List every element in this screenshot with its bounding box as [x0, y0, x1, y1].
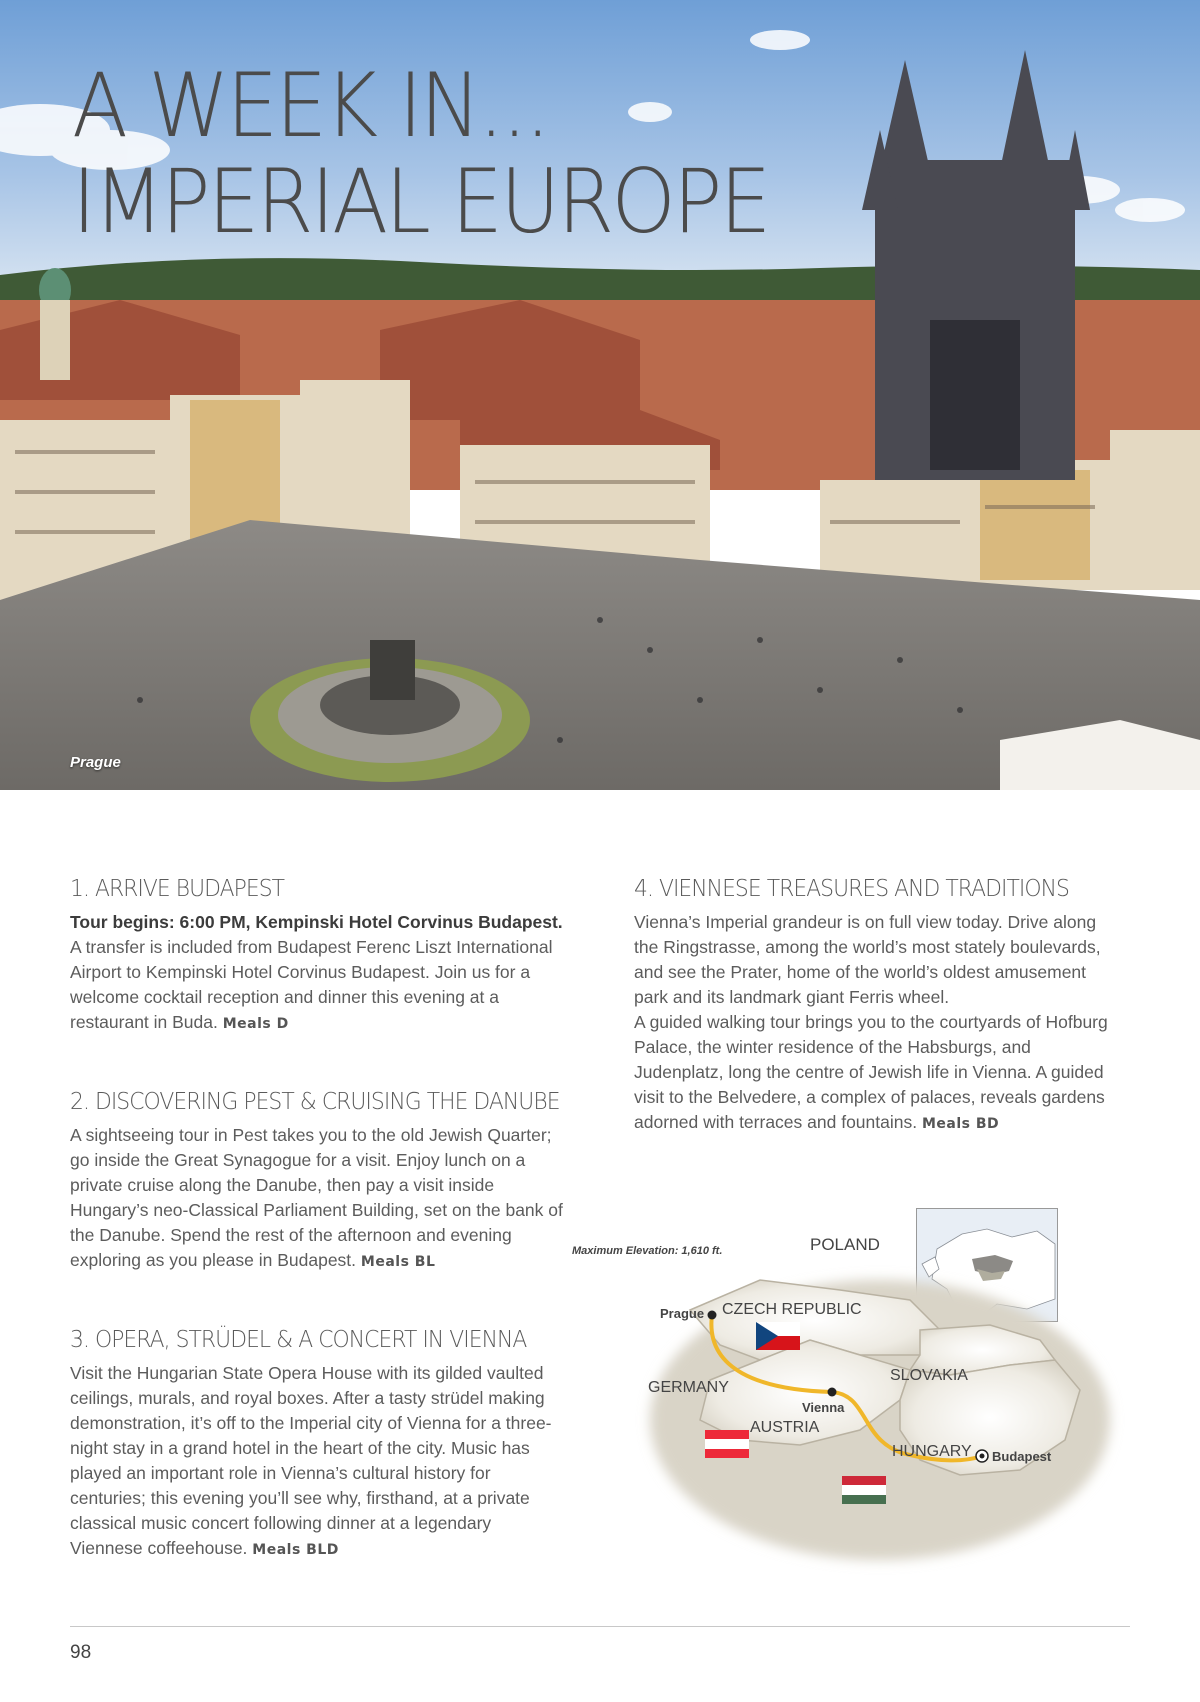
day-2-body: A sightseeing tour in Pest takes you to the old Jewish Quarter; go inside the Great Synagogue for a visit. Enjoy lunch on a private cruise along the Danube, then pay a visit inside Hungary’s neo-Classical Parliament Building, set on the bank of the Danube. Spend the rest of the afternoon and evening exploring as you please in Budapest. [70, 1125, 563, 1270]
day-3-text [70, 1361, 565, 1563]
day-1 [70, 876, 565, 1037]
day-4 [634, 876, 1124, 1137]
day-4-body: Vienna’s Imperial grandeur is on full view today. Drive along the Ringstrasse, among the world’s most stately boulevards, and see the Prater, home of the world’s oldest amusement park and its landmark giant Ferris wheel. [634, 912, 1101, 1007]
city-label-budapest: Budapest [992, 1449, 1052, 1464]
budapest-marker [976, 1450, 988, 1462]
label-germany: GERMANY [648, 1379, 729, 1396]
vienna-marker [828, 1388, 837, 1397]
prague-marker [708, 1311, 717, 1320]
day-1-meals: Meals D [222, 1016, 289, 1032]
day-4-heading: 4. VIENNESE TREASURES AND TRADITIONS [634, 876, 1069, 902]
czech-flag-icon [756, 1322, 800, 1350]
footer-rule [70, 1626, 1130, 1627]
day-2-meals: Meals BL [360, 1254, 436, 1270]
day-3 [70, 1327, 565, 1563]
label-poland: POLAND [810, 1235, 880, 1254]
day-4-body-2: A guided walking tour brings you to the courtyards of Hofburg Palace, the winter residence of the Habsburgs, and Judenplatz, long the centre of Jewish life in Vienna. A guided visit to the Belvedere, a complex of palaces, reveals gardens adorned with terraces and fountains. [634, 1012, 1108, 1132]
day-4-meals: Meals BD [921, 1116, 1000, 1132]
day-1-body: A transfer is included from Budapest Ferenc Liszt International Airport to Kempinski Hotel Corvinus Budapest. Join us for a welcome cocktail reception and dinner this evening at a restaurant in Buda. [70, 937, 553, 1032]
label-austria: AUSTRIA [750, 1419, 820, 1436]
route-map-graphic [572, 1230, 1090, 1570]
photo-caption: Prague [70, 754, 121, 771]
day-1-lead: Tour begins: 6:00 PM, Kempinski Hotel Corvinus Budapest. [70, 912, 563, 932]
day-2-text [70, 1123, 565, 1275]
day-3-meals: Meals BLD [252, 1542, 339, 1558]
elevation-label: Maximum Elevation: 1,610 ft. [572, 1245, 723, 1257]
day-2 [70, 1089, 565, 1275]
city-label-vienna: Vienna [802, 1400, 845, 1415]
label-hungary: HUNGARY [892, 1443, 972, 1460]
city-label-prague: Prague [660, 1306, 705, 1321]
itinerary-right-column [634, 876, 1124, 1175]
day-2-heading: 2. DISCOVERING PEST & CRUISING THE DANUBE [70, 1089, 560, 1115]
title-line-1: A WEEK IN... [72, 54, 548, 157]
route-map [572, 1230, 1090, 1570]
day-1-text [70, 910, 565, 1037]
austria-flag-icon [705, 1430, 749, 1458]
label-czech-republic: CZECH REPUBLIC [722, 1301, 862, 1318]
label-slovakia: SLOVAKIA [890, 1367, 968, 1384]
day-3-heading: 3. OPERA, STRÜDEL & A CONCERT IN VIENNA [70, 1327, 527, 1353]
itinerary-left-column [70, 876, 565, 1601]
page-number: 98 [70, 1642, 92, 1663]
hero-photo [0, 0, 1200, 790]
day-3-body: Visit the Hungarian State Opera House with its gilded vaulted ceilings, murals, and royal boxes. After a tasty strüdel making demonstration, it’s off to the Imperial city of Vienna for a three-night stay in a grand hotel in the heart of the city. Music has played an important role in Vienna’s cultural history for centuries; this evening you’ll see why, firsthand, at a private classical music concert following dinner at a legendary Viennese coffeehouse. [70, 1363, 552, 1558]
day-4-text [634, 910, 1124, 1137]
day-1-heading: 1. ARRIVE BUDAPEST [70, 876, 285, 902]
title-line-2: IMPERIAL EUROPE [72, 150, 769, 253]
hungary-flag-icon [842, 1476, 886, 1504]
page-title [72, 54, 769, 253]
